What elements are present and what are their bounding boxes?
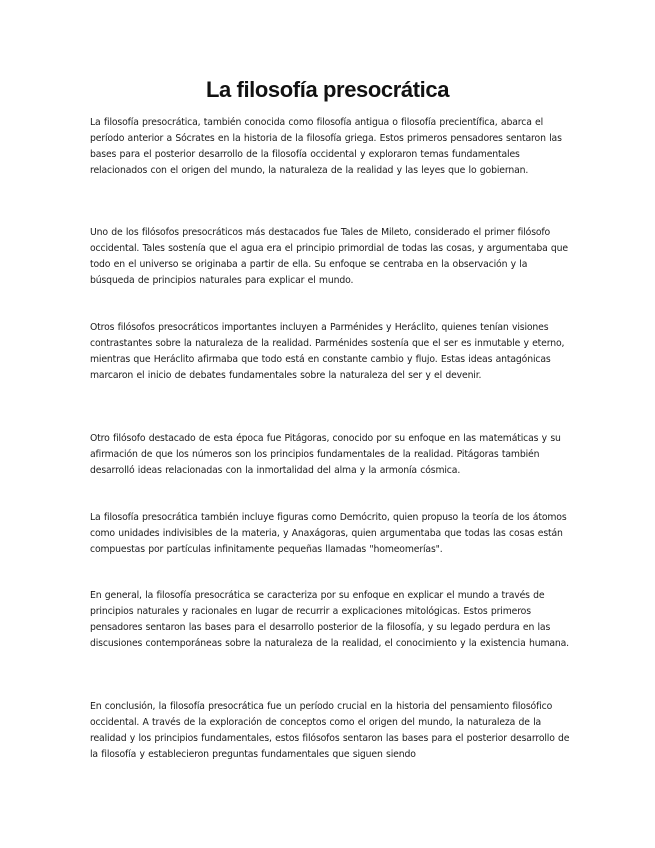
paragraph-intro: La filosofía presocrática, también conocida como filosofía antigua o filosofía precientífica, abarca el período anterior a Sócrates en la historia de la filosofía griega. Estos primeros pensadores sentaron las bases para el posterior desarrollo de la filosofía occidental y exploraron temas fundamentales relacionados con el origen del mundo, la naturaleza de la realidad y las leyes que lo gobiernan. bbox=[90, 117, 562, 176]
paragraph-parmenides-heraclito: Otros filósofos presocráticos importantes incluyen a Parménides y Heráclito, quienes tenían visiones contrastantes sobre la naturaleza de la realidad. Parménides sostenía que el ser es inmutable y eterno, mientras que Heráclito afirmaba que todo está en constante cambio y flujo. Estas ideas antagónicas marcaron el inicio de debates fundamentales sobre la naturaleza del ser y el devenir. bbox=[90, 322, 565, 381]
paragraph-pitagoras: Otro filósofo destacado de esta época fue Pitágoras, conocido por su enfoque en las matemáticas y su afirmación de que los números son los principios fundamentales de la realidad. Pitágoras también desarrolló ideas relacionadas con la inmortalidad del alma y la armonía cósmica. bbox=[90, 433, 561, 476]
paragraph-tales: Uno de los filósofos presocráticos más destacados fue Tales de Mileto, considerado el primer filósofo occidental. Tales sostenía que el agua era el principio primordial de todas las cosas, y argumentaba que todo en el universo se originaba a partir de ella. Su enfoque se centraba en la observación y la búsqueda de principios naturales para explicar el mundo. bbox=[90, 227, 568, 286]
paragraph-democrito-anaxagoras: La filosofía presocrática también incluye figuras como Demócrito, quien propuso la teoría de los átomos como unidades indivisibles de la materia, y Anaxágoras, quien argumentaba que todas las cosas están compuestas por partículas infinitamente pequeñas llamadas "homeomerías". bbox=[90, 512, 567, 555]
document-title: La filosofía presocrática bbox=[205, 77, 450, 102]
paragraph-general: En general, la filosofía presocrática se caracteriza por su enfoque en explicar el mundo a través de principios naturales y racionales en lugar de recurrir a explicaciones mitológicas. Estos primeros pensadores sentaron las bases para el desarrollo posterior de la filosofía, y su legado perdura en las discusiones contemporáneas sobre la naturaleza de la realidad, el conocimiento y la existencia humana. bbox=[90, 590, 569, 649]
paragraph-conclusion: En conclusión, la filosofía presocrática fue un período crucial en la historia del pensamiento filosófico occidental. A través de la exploración de conceptos como el origen del mundo, la naturaleza de la realidad y los principios fundamentales, estos filósofos sentaron las bases para el posterior desarrollo de la filosofía y establecieron preguntas fundamentales que siguen siendo bbox=[90, 701, 570, 760]
